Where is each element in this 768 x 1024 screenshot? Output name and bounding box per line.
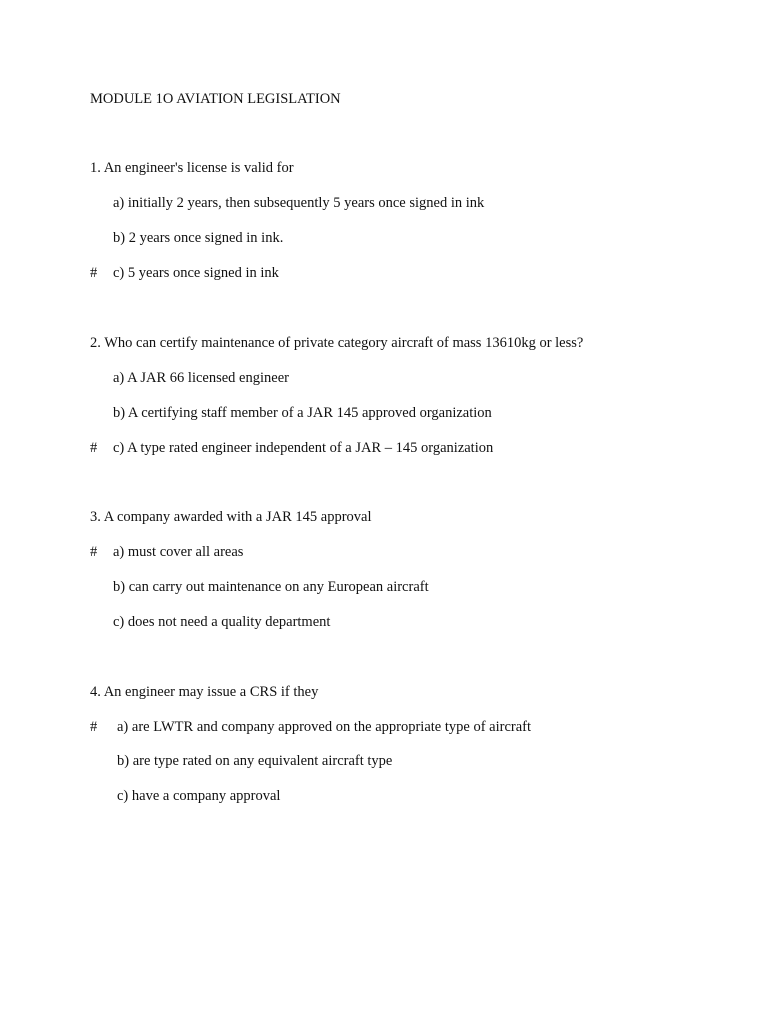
question-3-option-b: b) can carry out maintenance on any European aircraft [113,579,429,595]
question-4-option-a: a) are LWTR and company approved on the appropriate type of aircraft [117,719,532,735]
question-3-answer-mark: # [90,544,98,560]
question-1-option-a: a) initially 2 years, then subsequently 5 years once signed in ink [113,195,485,211]
question-2-text: 2. Who can certify maintenance of private category aircraft of mass 13610kg or less? [90,335,584,351]
question-1-text: 1. An engineer's license is valid for [90,160,294,176]
question-2-option-a: a) A JAR 66 licensed engineer [113,370,289,386]
page-title: MODULE 1O AVIATION LEGISLATION [90,91,341,107]
question-3-option-c: c) does not need a quality department [113,614,331,630]
question-4-answer-mark: # [90,719,98,735]
question-2-option-b: b) A certifying staff member of a JAR 145 approved organization [113,405,492,421]
question-2-answer-mark: # [90,440,98,456]
question-1-option-b: b) 2 years once signed in ink. [113,230,284,246]
question-1-answer-mark: # [90,265,98,281]
question-4-text: 4. An engineer may issue a CRS if they [90,684,319,700]
question-3-text: 3. A company awarded with a JAR 145 approval [90,509,372,525]
question-2-option-c: c) A type rated engineer independent of a JAR – 145 organization [113,440,494,456]
question-3-option-a: a) must cover all areas [113,544,244,560]
question-4-option-b: b) are type rated on any equivalent aircraft type [117,753,393,769]
question-4-option-c: c) have a company approval [117,788,281,804]
question-1-option-c: c) 5 years once signed in ink [113,265,279,281]
